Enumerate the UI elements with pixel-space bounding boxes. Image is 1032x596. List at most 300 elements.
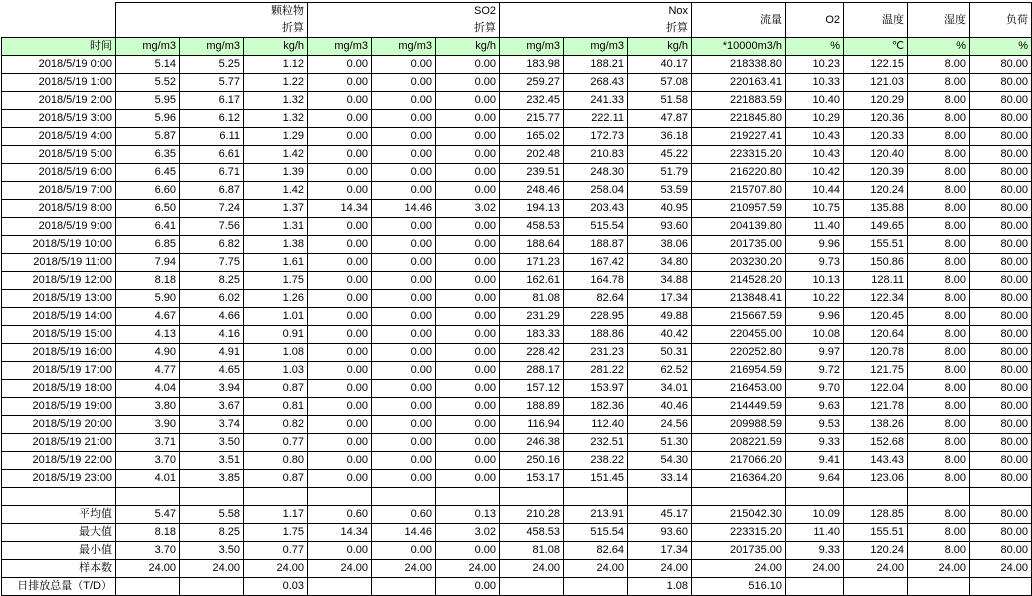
cell-value: 93.60 bbox=[628, 218, 692, 236]
cell-value: 4.66 bbox=[180, 308, 244, 326]
row-timestamp: 2018/5/19 21:00 bbox=[2, 434, 116, 452]
cell-value: 5.96 bbox=[116, 110, 180, 128]
cell-value: 3.74 bbox=[180, 416, 244, 434]
cell-value: 210.28 bbox=[500, 506, 564, 524]
cell-value: 1.32 bbox=[244, 92, 308, 110]
cell-value: 3.71 bbox=[116, 434, 180, 452]
cell-value: 4.91 bbox=[180, 344, 244, 362]
header-unit-row bbox=[2, 38, 1032, 56]
cell-value: 9.72 bbox=[786, 362, 844, 380]
cell-value: 9.33 bbox=[786, 434, 844, 452]
cell-value: 3.50 bbox=[180, 542, 244, 560]
cell-value: 10.40 bbox=[786, 92, 844, 110]
cell-value: 239.51 bbox=[500, 164, 564, 182]
cell-value: 0.00 bbox=[436, 452, 500, 470]
table-row bbox=[2, 470, 1032, 488]
cell-value: 0.00 bbox=[308, 218, 372, 236]
cell-value: 4.16 bbox=[180, 326, 244, 344]
cell-value: 217066.20 bbox=[692, 452, 786, 470]
cell-value: 6.50 bbox=[116, 200, 180, 218]
row-timestamp: 2018/5/19 23:00 bbox=[2, 470, 116, 488]
cell-value: 10.42 bbox=[786, 164, 844, 182]
cell-value: 0.00 bbox=[372, 254, 436, 272]
cell-value: 80.00 bbox=[970, 272, 1032, 290]
emission-flow-total: 516.10 bbox=[692, 578, 786, 596]
emissions-report-table bbox=[1, 2, 1032, 596]
unit-pm-3: kg/h bbox=[244, 38, 308, 56]
emission-o2-blank bbox=[786, 578, 844, 596]
cell-value: 188.89 bbox=[500, 398, 564, 416]
cell-value: 0.00 bbox=[308, 344, 372, 362]
cell-value: 9.64 bbox=[786, 470, 844, 488]
cell-value: 6.35 bbox=[116, 146, 180, 164]
cell-value: 6.11 bbox=[180, 128, 244, 146]
cell-value: 8.00 bbox=[908, 74, 970, 92]
cell-value: 0.00 bbox=[436, 128, 500, 146]
cell-value: 3.85 bbox=[180, 470, 244, 488]
cell-value: 0.77 bbox=[244, 434, 308, 452]
unit-pm-2: mg/m3 bbox=[180, 38, 244, 56]
cell-value: 188.86 bbox=[564, 326, 628, 344]
report-sheet bbox=[0, 2, 1029, 592]
row-timestamp: 2018/5/19 17:00 bbox=[2, 362, 116, 380]
cell-value: 80.00 bbox=[970, 200, 1032, 218]
cell-value: 281.22 bbox=[564, 362, 628, 380]
cell-value: 149.65 bbox=[844, 218, 908, 236]
cell-value: 7.75 bbox=[180, 254, 244, 272]
cell-value: 120.24 bbox=[844, 182, 908, 200]
cell-value: 6.71 bbox=[180, 164, 244, 182]
table-row bbox=[2, 362, 1032, 380]
cell-value: 51.58 bbox=[628, 92, 692, 110]
row-label: 最小值 bbox=[2, 542, 116, 560]
spacer-cell bbox=[970, 488, 1032, 506]
cell-value: 24.00 bbox=[628, 560, 692, 578]
cell-value: 228.42 bbox=[500, 344, 564, 362]
cell-value: 10.13 bbox=[786, 272, 844, 290]
cell-value: 121.75 bbox=[844, 362, 908, 380]
cell-value: 1.08 bbox=[244, 344, 308, 362]
cell-value: 80.00 bbox=[970, 380, 1032, 398]
cell-value: 80.00 bbox=[970, 362, 1032, 380]
cell-value: 167.42 bbox=[564, 254, 628, 272]
cell-value: 24.00 bbox=[564, 560, 628, 578]
cell-value: 248.46 bbox=[500, 182, 564, 200]
cell-value: 1.29 bbox=[244, 128, 308, 146]
emission-total-row bbox=[2, 578, 1032, 596]
table-row bbox=[2, 128, 1032, 146]
cell-value: 204139.80 bbox=[692, 218, 786, 236]
cell-value: 188.21 bbox=[564, 56, 628, 74]
table-row bbox=[2, 290, 1032, 308]
unit-load: % bbox=[970, 38, 1032, 56]
cell-value: 0.60 bbox=[372, 506, 436, 524]
spacer-cell bbox=[628, 488, 692, 506]
cell-value: 6.60 bbox=[116, 182, 180, 200]
cell-value: 0.00 bbox=[436, 470, 500, 488]
emission-so2-total: 0.00 bbox=[436, 578, 500, 596]
cell-value: 6.82 bbox=[180, 236, 244, 254]
cell-value: 515.54 bbox=[564, 218, 628, 236]
cell-value: 0.00 bbox=[372, 146, 436, 164]
cell-value: 3.02 bbox=[436, 200, 500, 218]
cell-value: 0.00 bbox=[308, 272, 372, 290]
cell-value: 221845.80 bbox=[692, 110, 786, 128]
cell-value: 80.00 bbox=[970, 524, 1032, 542]
cell-value: 8.25 bbox=[180, 524, 244, 542]
cell-value: 0.00 bbox=[436, 272, 500, 290]
cell-value: 0.00 bbox=[372, 326, 436, 344]
cell-value: 241.33 bbox=[564, 92, 628, 110]
cell-value: 182.36 bbox=[564, 398, 628, 416]
cell-value: 80.00 bbox=[970, 326, 1032, 344]
cell-value: 9.96 bbox=[786, 236, 844, 254]
spacer-cell bbox=[692, 488, 786, 506]
cell-value: 122.34 bbox=[844, 290, 908, 308]
cell-value: 5.47 bbox=[116, 506, 180, 524]
cell-value: 80.00 bbox=[970, 128, 1032, 146]
cell-value: 7.56 bbox=[180, 218, 244, 236]
cell-value: 81.08 bbox=[500, 542, 564, 560]
row-timestamp: 2018/5/19 11:00 bbox=[2, 254, 116, 272]
unit-pm-1: mg/m3 bbox=[116, 38, 180, 56]
row-timestamp: 2018/5/19 18:00 bbox=[2, 380, 116, 398]
cell-value: 150.86 bbox=[844, 254, 908, 272]
cell-value: 80.00 bbox=[970, 74, 1032, 92]
cell-value: 80.00 bbox=[970, 308, 1032, 326]
cell-value: 5.77 bbox=[180, 74, 244, 92]
cell-value: 120.33 bbox=[844, 128, 908, 146]
cell-value: 8.00 bbox=[908, 236, 970, 254]
cell-value: 0.00 bbox=[372, 452, 436, 470]
cell-value: 216453.00 bbox=[692, 380, 786, 398]
cell-value: 0.00 bbox=[436, 218, 500, 236]
unit-nox-2: mg/m3 bbox=[564, 38, 628, 56]
cell-value: 3.70 bbox=[116, 542, 180, 560]
cell-value: 24.00 bbox=[180, 560, 244, 578]
cell-value: 14.46 bbox=[372, 524, 436, 542]
cell-value: 120.40 bbox=[844, 146, 908, 164]
cell-value: 203.43 bbox=[564, 200, 628, 218]
cell-value: 157.12 bbox=[500, 380, 564, 398]
emission-load-blank bbox=[970, 578, 1032, 596]
cell-value: 82.64 bbox=[564, 290, 628, 308]
cell-value: 80.00 bbox=[970, 146, 1032, 164]
cell-value: 0.00 bbox=[308, 398, 372, 416]
cell-value: 0.00 bbox=[436, 416, 500, 434]
cell-value: 0.00 bbox=[308, 74, 372, 92]
emission-temperature-blank bbox=[844, 578, 908, 596]
spacer-cell bbox=[308, 488, 372, 506]
emission-nox-blank-2 bbox=[564, 578, 628, 596]
cell-value: 222.11 bbox=[564, 110, 628, 128]
unit-nox-3: kg/h bbox=[628, 38, 692, 56]
cell-value: 4.67 bbox=[116, 308, 180, 326]
summary-row bbox=[2, 506, 1032, 524]
cell-value: 80.00 bbox=[970, 218, 1032, 236]
table-row bbox=[2, 236, 1032, 254]
row-timestamp: 2018/5/19 14:00 bbox=[2, 308, 116, 326]
cell-value: 120.36 bbox=[844, 110, 908, 128]
cell-value: 82.64 bbox=[564, 542, 628, 560]
table-body bbox=[2, 56, 1032, 596]
row-timestamp: 2018/5/19 16:00 bbox=[2, 344, 116, 362]
cell-value: 0.77 bbox=[244, 542, 308, 560]
table-header bbox=[2, 3, 1032, 56]
spacer-cell bbox=[244, 488, 308, 506]
unit-flow: *10000m3/h bbox=[692, 38, 786, 56]
table-row bbox=[2, 164, 1032, 182]
cell-value: 0.00 bbox=[372, 236, 436, 254]
cell-value: 6.41 bbox=[116, 218, 180, 236]
cell-value: 3.70 bbox=[116, 452, 180, 470]
row-timestamp: 2018/5/19 8:00 bbox=[2, 200, 116, 218]
cell-value: 0.00 bbox=[308, 326, 372, 344]
cell-value: 213848.41 bbox=[692, 290, 786, 308]
cell-value: 0.00 bbox=[372, 182, 436, 200]
cell-value: 458.53 bbox=[500, 524, 564, 542]
cell-value: 8.00 bbox=[908, 254, 970, 272]
cell-value: 1.01 bbox=[244, 308, 308, 326]
cell-value: 0.00 bbox=[436, 290, 500, 308]
cell-value: 8.00 bbox=[908, 380, 970, 398]
cell-value: 10.23 bbox=[786, 56, 844, 74]
emission-pm-blank-2 bbox=[180, 578, 244, 596]
cell-value: 8.00 bbox=[908, 200, 970, 218]
cell-value: 515.54 bbox=[564, 524, 628, 542]
cell-value: 8.00 bbox=[908, 416, 970, 434]
cell-value: 8.00 bbox=[908, 524, 970, 542]
cell-value: 0.00 bbox=[436, 146, 500, 164]
cell-value: 9.96 bbox=[786, 308, 844, 326]
row-timestamp: 2018/5/19 2:00 bbox=[2, 92, 116, 110]
cell-value: 120.24 bbox=[844, 542, 908, 560]
cell-value: 51.79 bbox=[628, 164, 692, 182]
cell-value: 51.30 bbox=[628, 434, 692, 452]
spacer-cell bbox=[436, 488, 500, 506]
cell-value: 14.34 bbox=[308, 524, 372, 542]
cell-value: 9.41 bbox=[786, 452, 844, 470]
cell-value: 128.85 bbox=[844, 506, 908, 524]
cell-value: 8.00 bbox=[908, 326, 970, 344]
table-row bbox=[2, 254, 1032, 272]
cell-value: 45.17 bbox=[628, 506, 692, 524]
cell-value: 80.00 bbox=[970, 254, 1032, 272]
cell-value: 80.00 bbox=[970, 290, 1032, 308]
cell-value: 155.51 bbox=[844, 236, 908, 254]
table-row bbox=[2, 272, 1032, 290]
cell-value: 0.00 bbox=[372, 362, 436, 380]
cell-value: 214449.59 bbox=[692, 398, 786, 416]
cell-value: 3.02 bbox=[436, 524, 500, 542]
unit-temperature: ℃ bbox=[844, 38, 908, 56]
cell-value: 40.46 bbox=[628, 398, 692, 416]
cell-value: 24.56 bbox=[628, 416, 692, 434]
cell-value: 171.23 bbox=[500, 254, 564, 272]
row-timestamp: 2018/5/19 7:00 bbox=[2, 182, 116, 200]
cell-value: 0.00 bbox=[308, 56, 372, 74]
emission-pm-total: 0.03 bbox=[244, 578, 308, 596]
cell-value: 0.00 bbox=[372, 218, 436, 236]
cell-value: 0.00 bbox=[308, 416, 372, 434]
cell-value: 8.18 bbox=[116, 524, 180, 542]
table-row bbox=[2, 308, 1032, 326]
header-time-label: 时间 bbox=[2, 38, 116, 56]
spacer-cell bbox=[500, 488, 564, 506]
cell-value: 5.52 bbox=[116, 74, 180, 92]
cell-value: 8.00 bbox=[908, 164, 970, 182]
row-timestamp: 2018/5/19 5:00 bbox=[2, 146, 116, 164]
table-row bbox=[2, 344, 1032, 362]
cell-value: 0.00 bbox=[372, 110, 436, 128]
cell-value: 4.01 bbox=[116, 470, 180, 488]
cell-value: 3.80 bbox=[116, 398, 180, 416]
table-row bbox=[2, 218, 1032, 236]
cell-value: 8.00 bbox=[908, 146, 970, 164]
cell-value: 0.00 bbox=[372, 164, 436, 182]
cell-value: 183.33 bbox=[500, 326, 564, 344]
table-row bbox=[2, 434, 1032, 452]
cell-value: 122.15 bbox=[844, 56, 908, 74]
cell-value: 24.00 bbox=[500, 560, 564, 578]
spacer-cell bbox=[786, 488, 844, 506]
cell-value: 6.02 bbox=[180, 290, 244, 308]
cell-value: 228.95 bbox=[564, 308, 628, 326]
cell-value: 80.00 bbox=[970, 236, 1032, 254]
subheader-pm-converted: 折算 bbox=[116, 20, 308, 38]
cell-value: 0.00 bbox=[436, 236, 500, 254]
cell-value: 0.00 bbox=[436, 110, 500, 128]
cell-value: 17.34 bbox=[628, 542, 692, 560]
cell-value: 116.94 bbox=[500, 416, 564, 434]
cell-value: 5.87 bbox=[116, 128, 180, 146]
row-timestamp: 2018/5/19 0:00 bbox=[2, 56, 116, 74]
cell-value: 0.00 bbox=[308, 542, 372, 560]
cell-value: 135.88 bbox=[844, 200, 908, 218]
cell-value: 57.08 bbox=[628, 74, 692, 92]
header-corner-cell bbox=[2, 3, 116, 21]
cell-value: 0.00 bbox=[308, 236, 372, 254]
cell-value: 213.91 bbox=[564, 506, 628, 524]
table-row bbox=[2, 416, 1032, 434]
cell-value: 215.77 bbox=[500, 110, 564, 128]
table-row bbox=[2, 110, 1032, 128]
cell-value: 209988.59 bbox=[692, 416, 786, 434]
cell-value: 218338.80 bbox=[692, 56, 786, 74]
cell-value: 80.00 bbox=[970, 110, 1032, 128]
cell-value: 1.26 bbox=[244, 290, 308, 308]
unit-so2-2: mg/m3 bbox=[372, 38, 436, 56]
cell-value: 80.00 bbox=[970, 164, 1032, 182]
cell-value: 123.06 bbox=[844, 470, 908, 488]
cell-value: 1.42 bbox=[244, 182, 308, 200]
cell-value: 0.00 bbox=[436, 56, 500, 74]
row-label: 样本数 bbox=[2, 560, 116, 578]
cell-value: 80.00 bbox=[970, 542, 1032, 560]
cell-value: 0.00 bbox=[436, 74, 500, 92]
cell-value: 62.52 bbox=[628, 362, 692, 380]
cell-value: 38.06 bbox=[628, 236, 692, 254]
unit-nox-1: mg/m3 bbox=[500, 38, 564, 56]
table-row bbox=[2, 56, 1032, 74]
cell-value: 4.90 bbox=[116, 344, 180, 362]
cell-value: 112.40 bbox=[564, 416, 628, 434]
row-timestamp: 2018/5/19 13:00 bbox=[2, 290, 116, 308]
cell-value: 6.17 bbox=[180, 92, 244, 110]
cell-value: 47.87 bbox=[628, 110, 692, 128]
cell-value: 188.64 bbox=[500, 236, 564, 254]
cell-value: 1.75 bbox=[244, 272, 308, 290]
cell-value: 0.80 bbox=[244, 452, 308, 470]
group-header-pm: 颗粒物 bbox=[116, 3, 308, 21]
cell-value: 10.33 bbox=[786, 74, 844, 92]
cell-value: 8.00 bbox=[908, 362, 970, 380]
cell-value: 10.44 bbox=[786, 182, 844, 200]
row-timestamp: 2018/5/19 19:00 bbox=[2, 398, 116, 416]
unit-so2-1: mg/m3 bbox=[308, 38, 372, 56]
cell-value: 0.00 bbox=[308, 308, 372, 326]
cell-value: 0.00 bbox=[436, 308, 500, 326]
spacer-cell bbox=[180, 488, 244, 506]
cell-value: 120.78 bbox=[844, 344, 908, 362]
cell-value: 80.00 bbox=[970, 416, 1032, 434]
cell-value: 40.42 bbox=[628, 326, 692, 344]
cell-value: 8.00 bbox=[908, 308, 970, 326]
cell-value: 6.61 bbox=[180, 146, 244, 164]
cell-value: 10.43 bbox=[786, 128, 844, 146]
cell-value: 10.43 bbox=[786, 146, 844, 164]
table-row bbox=[2, 74, 1032, 92]
cell-value: 10.75 bbox=[786, 200, 844, 218]
cell-value: 0.00 bbox=[372, 56, 436, 74]
unit-so2-3: kg/h bbox=[436, 38, 500, 56]
cell-value: 0.00 bbox=[308, 434, 372, 452]
table-row bbox=[2, 380, 1032, 398]
cell-value: 162.61 bbox=[500, 272, 564, 290]
cell-value: 258.04 bbox=[564, 182, 628, 200]
cell-value: 5.14 bbox=[116, 56, 180, 74]
emission-humidity-blank bbox=[908, 578, 970, 596]
cell-value: 153.97 bbox=[564, 380, 628, 398]
cell-value: 93.60 bbox=[628, 524, 692, 542]
cell-value: 120.64 bbox=[844, 326, 908, 344]
cell-value: 8.00 bbox=[908, 506, 970, 524]
cell-value: 3.67 bbox=[180, 398, 244, 416]
cell-value: 24.00 bbox=[692, 560, 786, 578]
cell-value: 210957.59 bbox=[692, 200, 786, 218]
cell-value: 0.13 bbox=[436, 506, 500, 524]
cell-value: 0.00 bbox=[308, 146, 372, 164]
group-header-temperature: 温度 bbox=[844, 3, 908, 38]
cell-value: 164.78 bbox=[564, 272, 628, 290]
cell-value: 3.50 bbox=[180, 434, 244, 452]
summary-row bbox=[2, 560, 1032, 578]
cell-value: 220455.00 bbox=[692, 326, 786, 344]
cell-value: 24.00 bbox=[308, 560, 372, 578]
emission-so2-blank-2 bbox=[372, 578, 436, 596]
cell-value: 215707.80 bbox=[692, 182, 786, 200]
cell-value: 152.68 bbox=[844, 434, 908, 452]
cell-value: 259.27 bbox=[500, 74, 564, 92]
cell-value: 6.87 bbox=[180, 182, 244, 200]
cell-value: 0.00 bbox=[436, 434, 500, 452]
row-timestamp: 2018/5/19 4:00 bbox=[2, 128, 116, 146]
cell-value: 3.94 bbox=[180, 380, 244, 398]
cell-value: 24.00 bbox=[908, 560, 970, 578]
cell-value: 231.23 bbox=[564, 344, 628, 362]
summary-row bbox=[2, 542, 1032, 560]
cell-value: 8.00 bbox=[908, 110, 970, 128]
